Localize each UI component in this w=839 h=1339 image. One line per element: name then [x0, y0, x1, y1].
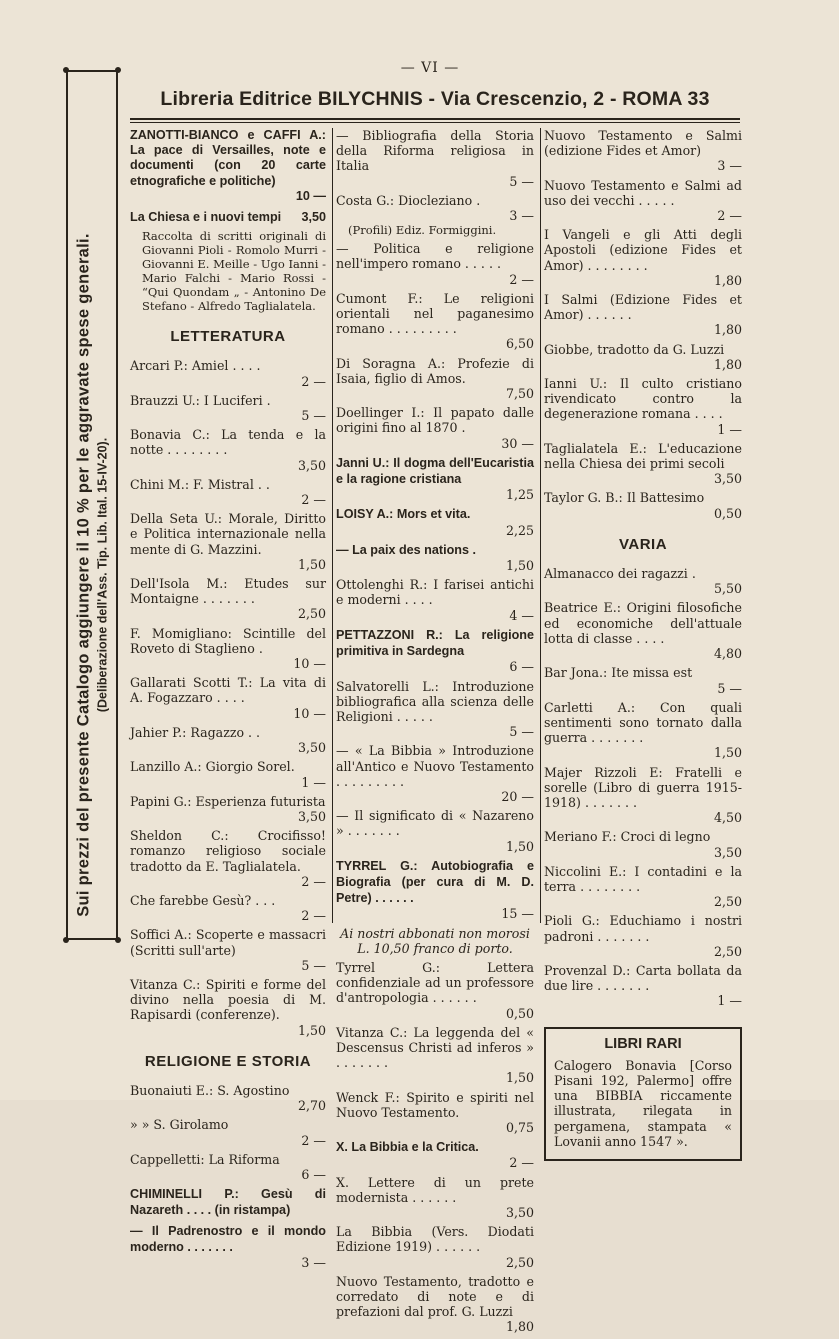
entry-text: I Salmi (Edizione Fides et Amor) . . . . . . — [544, 292, 742, 323]
list-item — [336, 241, 534, 287]
frame-line-right — [116, 70, 118, 940]
entry-price: 2,25 — [505, 522, 534, 538]
entry-text: Gallarati Scotti T.: La vita di A. Fogazzaro . . . . — [130, 675, 326, 706]
frame-dot — [115, 937, 121, 943]
entry-price: 3,50 — [297, 808, 326, 824]
column-2 — [336, 128, 534, 1339]
entry-price: 2,50 — [713, 894, 742, 910]
entry-text: Di Soragna A.: Profezie di Isaia, figlio di Amos. — [336, 355, 534, 386]
entry-text: Della Seta U.: Morale, Diritto e Politica internazionale nella mente di G. Mazzini. — [130, 511, 326, 557]
frame-cap-bottom — [66, 938, 118, 940]
entry-price: 7,50 — [505, 386, 534, 402]
entry-price: 3,50 — [297, 457, 326, 473]
list-item — [336, 627, 534, 675]
list-item — [130, 576, 326, 622]
list-item — [130, 794, 326, 824]
list-item — [336, 1175, 534, 1221]
frame-dot — [63, 67, 69, 73]
entry-price: 1,50 — [297, 1022, 326, 1038]
entry-text: Doellinger I.: Il papato dalle origini fino al 1870 . — [336, 405, 534, 436]
list-item — [336, 128, 534, 189]
entry-text: CHIMINELLI P.: Gesù di Nazareth . . . . (in ristampa) — [130, 1187, 326, 1218]
list-item — [130, 675, 326, 721]
list-item — [130, 427, 326, 473]
list-item — [544, 963, 742, 1009]
entry-price: 30 — — [501, 435, 534, 451]
list-item: La Chiesa e i nuovi tempi 3,50 — [130, 210, 326, 225]
entry-price: 2 — — [509, 1155, 534, 1171]
list-item — [130, 1186, 326, 1218]
entry-price: 3 — — [509, 208, 534, 224]
list-item — [130, 626, 326, 672]
entry-text: Chini M.: F. Mistral . . — [130, 476, 270, 492]
list-item — [544, 178, 742, 224]
entry-text: Che farebbe Gesù? . . . — [130, 892, 276, 908]
entry-price: 5 — — [301, 408, 326, 424]
list-item — [336, 808, 534, 854]
entry-price: 1,80 — [713, 356, 742, 372]
list-item — [336, 1139, 534, 1170]
list-item — [544, 765, 742, 826]
entry-text: Ianni U.: Il culto cristiano rivendicato contro la degenerazione romana . . . . — [544, 376, 742, 422]
entry-price: 4,80 — [713, 646, 742, 662]
catalog-columns — [130, 128, 742, 1335]
side-banner-text — [75, 233, 110, 917]
list-item — [130, 511, 326, 572]
side-banner-sub: (Deliberazione dell'Ass. Tip. Lib. Ital. 15-IV-20). — [95, 437, 110, 713]
entry-price: 4 — — [509, 607, 534, 623]
entry-price: 3,50 — [505, 1205, 534, 1220]
frame-dot — [63, 937, 69, 943]
list-item — [544, 700, 742, 761]
entry-text: Cumont F.: Le religioni orientali nel paganesimo romano . . . . . . . . . — [336, 290, 534, 337]
entry-text: Nuovo Testamento e Salmi (edizione Fides et Amor) — [544, 128, 742, 159]
entry-price: 5 — — [509, 173, 534, 189]
entry-price: 1,80 — [713, 322, 742, 338]
entry-price: 2,70 — [297, 1098, 326, 1114]
entry-price: 5,50 — [713, 581, 742, 597]
list-item — [544, 441, 742, 487]
entry-price: 3,50 — [713, 471, 742, 487]
religione-list — [130, 1083, 326, 1270]
list-item — [336, 926, 534, 956]
box-body: Calogero Bonavia [Corso Pisani 192, Palermo] offre una BIBBIA riccamente illustrata, rilegata in pergamena, stampata « Lovanii anno 1547 ». — [554, 1057, 732, 1149]
list-item — [336, 193, 534, 237]
entry-text: Tyrrel G.: Lettera confidenziale ad un professore d'antropologia . . . . . . — [336, 959, 534, 1006]
entry-price: 1,80 — [713, 272, 742, 288]
list-item — [336, 455, 534, 503]
entry-text: Salvatorelli L.: Introduzione bibliografica alla scienza delle Religioni . . . . . — [336, 678, 534, 724]
list-item — [336, 743, 534, 804]
entry-text: Brauzzi U.: I Luciferi . — [130, 392, 271, 408]
list-item: ZANOTTI-BIANCO e CAFFI A.: La pace di Versailles, note e documenti (con 20 carte etnografiche e politiche) 10 — — [130, 128, 326, 203]
entry-price: 10 — — [293, 705, 326, 721]
section-heading-varia: VARIA — [618, 535, 668, 553]
list-item — [130, 393, 326, 423]
entry-text: Cappelletti: La Riforma — [130, 1151, 280, 1167]
list-item — [130, 893, 326, 923]
list-item — [130, 1083, 326, 1113]
entry-text: Bonavia C.: La tenda e la notte . . . . . . . . — [130, 427, 326, 458]
libri-rari-box — [544, 1027, 742, 1161]
header-rule-thin — [130, 122, 740, 123]
entry-text: — La paix des nations . — [336, 542, 476, 557]
entry-price: 10 — — [293, 656, 326, 672]
entry-text: Papini G.: Esperienza futurista — [130, 793, 326, 809]
list-item — [336, 960, 534, 1021]
list-item — [130, 1223, 326, 1271]
entry-text: Costa G.: Diocleziano . — [336, 192, 481, 208]
section-heading-letteratura: LETTERATURA — [170, 328, 286, 346]
entry-price: 1,50 — [505, 838, 534, 854]
entry-price: 1 — — [301, 774, 326, 790]
list-item — [336, 356, 534, 402]
list-item — [336, 291, 534, 352]
letteratura-list — [130, 358, 326, 1037]
entry-price: 1 — — [717, 421, 742, 437]
entry-text: Sheldon C.: Crocifisso! romanzo religioso sociale tradotto da E. Taglialatela. — [130, 828, 326, 874]
entry-price: 2 — — [301, 1132, 326, 1148]
entry-price: 20 — — [501, 788, 534, 804]
entry-text: » » S. Girolamo — [130, 1117, 229, 1133]
entry-price: 2,50 — [505, 1254, 534, 1270]
column-divider — [540, 128, 541, 923]
entry-price: 4,50 — [713, 810, 742, 826]
entry-price: 1,25 — [505, 487, 534, 503]
entry-text: Provenzal D.: Carta bollata da due lire . . . . . . . — [544, 962, 742, 994]
entry-text: Carletti A.: Con quali sentimenti sono tornato dalla guerra . . . . . . . — [544, 699, 742, 746]
entry-text: Nuovo Testamento, tradotto e corredato di note e di prefazioni dal prof. G. Luzzi — [336, 1273, 534, 1320]
frame-dot — [115, 67, 121, 73]
list-item — [336, 1025, 534, 1086]
entry-text: Wenck F.: Spirito e spiriti nel Nuovo Testamento. — [336, 1089, 534, 1120]
list-item — [130, 1117, 326, 1147]
frame-line-left — [66, 70, 68, 940]
entry-price: 6 — — [301, 1166, 326, 1182]
entry-text: TYRREL G.: Autobiografia e Biografia (per cura di M. D. Petre) . . . . . . — [336, 858, 534, 906]
side-banner-main: Sui prezzi del presente Catalogo aggiungere il 10 % per le aggravate spese generali. — [74, 233, 93, 917]
column-divider — [332, 128, 333, 923]
list-item — [544, 665, 742, 695]
column-2-list — [336, 128, 534, 1335]
list-item — [130, 358, 326, 388]
entry-text: Meriano F.: Croci di legno — [544, 829, 711, 845]
entry-text: Bar Jona.: Ite missa est — [544, 665, 693, 681]
section-heading-religione: RELIGIONE E STORIA — [144, 1052, 312, 1070]
list-item — [130, 1152, 326, 1182]
column-3 — [544, 128, 742, 1161]
book-description: Raccolta di scritti originali di Giovanni Pioli - Romolo Murri - Giovanni E. Meille - Ugo Ianni - Mario Falchi - Mario Rossi - “Qui Quondam „ - Antonino De Stefano - Alfredo Taglialatela. — [142, 229, 326, 314]
entry-price: 2 — — [301, 373, 326, 389]
entry-text: Ai nostri abbonati non morosi L. 10,50 franco di porto. — [340, 925, 530, 956]
page-number: — VI — — [400, 60, 460, 76]
entry-text: Vitanza C.: Spiriti e forme del divino nella poesia di M. Rapisardi (conferenze). — [130, 976, 326, 1023]
entry-text: Buonaiuti E.: S. Agostino — [130, 1082, 290, 1098]
entry-price: 6,50 — [505, 336, 534, 352]
entry-text: Vitanza C.: La leggenda del « Descensus Christi ad inferos » . . . . . . . — [336, 1024, 534, 1071]
list-item — [336, 577, 534, 623]
entry-text: La Bibbia (Vers. Diodati Edizione 1919) . . . . . . — [336, 1224, 534, 1255]
entry-text: LOISY A.: Mors et vita. — [336, 507, 471, 522]
column-3-list — [544, 128, 742, 521]
entry-price: 3,50 — [713, 844, 742, 860]
entry-text: Beatrice E.: Origini filosofiche ed economiche dell'attuale lotta di classe . . . . — [544, 600, 742, 646]
entry-price: 2 — — [301, 908, 326, 924]
entry-text: — Il significato di « Nazareno » . . . . . . . — [336, 808, 534, 839]
entry-price: 2 — — [301, 492, 326, 508]
entry-text: — « La Bibbia » Introduzione all'Antico e Nuovo Testamento . . . . . . . . . — [336, 743, 534, 789]
entry-text: Pioli G.: Educhiamo i nostri padroni . . . . . . . — [544, 913, 742, 944]
entry-text: Arcari P.: Amiel . . . . — [130, 358, 261, 374]
entry-price: 0,50 — [505, 1005, 534, 1021]
entry-text: Ottolenghi R.: I farisei antichi e moderni . . . . — [336, 577, 534, 608]
entry-text: X. La Bibbia e la Critica. — [336, 1140, 479, 1155]
entry-price: 1,80 — [505, 1319, 534, 1335]
column-1 — [130, 128, 326, 1274]
list-item — [130, 759, 326, 789]
entry-text: X. Lettere di un prete modernista . . . . . . — [336, 1174, 534, 1205]
list-item — [336, 405, 534, 451]
list-item — [544, 128, 742, 174]
list-item — [130, 927, 326, 973]
varia-list — [544, 566, 742, 1008]
entry-text: Niccolini E.: I contadini e la terra . . . . . . . . — [544, 863, 742, 894]
entry-text: Dell'Isola M.: Etudes sur Montaigne . . . . . . . — [130, 576, 326, 607]
box-title: LIBRI RARI — [604, 1035, 682, 1052]
entry-price: 2 — — [301, 873, 326, 889]
entry-price: 1,50 — [505, 1070, 534, 1086]
entry-price: 0,50 — [713, 505, 742, 521]
entry-text: — Il Padrenostro e il mondo moderno . . . . . . . — [130, 1223, 326, 1254]
frame-cap-top — [66, 70, 118, 72]
entry-price: 2,50 — [297, 606, 326, 622]
entry-text: Taglialatela E.: L'educazione nella Chiesa dei primi secoli — [544, 440, 742, 472]
entry-price: 2 — — [717, 208, 742, 224]
entry-text: Janni U.: Il dogma dell'Eucaristia e la ragione cristiana — [336, 455, 534, 487]
page-header: Libreria Editrice BILYCHNIS - Via Crescenzio, 2 - ROMA 33 — [160, 88, 710, 110]
entry-price: 5 — — [509, 724, 534, 740]
list-item — [130, 828, 326, 889]
list-item — [336, 1224, 534, 1270]
entry-price: 3 — — [301, 1254, 326, 1270]
list-item — [336, 679, 534, 740]
list-item — [336, 1090, 534, 1136]
entry-price: 5 — — [717, 680, 742, 696]
entry-text: I Vangeli e gli Atti degli Apostoli (edizione Fides et Amor) . . . . . . . . — [544, 227, 742, 273]
list-item — [336, 542, 534, 573]
list-item — [544, 913, 742, 959]
list-item — [544, 292, 742, 338]
entry-text: Taylor G. B.: Il Battesimo — [544, 490, 705, 506]
entry-price: 2 — — [509, 271, 534, 287]
entry-text: F. Momigliano: Scintille del Roveto di Staglieno . — [130, 625, 326, 656]
side-banner-frame — [66, 70, 118, 940]
entry-price: 1 — — [717, 993, 742, 1009]
list-item — [336, 506, 534, 537]
header-rule — [130, 118, 740, 120]
entry-text: Soffici A.: Scoperte e massacri (Scritti sull'arte) — [130, 927, 326, 958]
list-item — [544, 342, 742, 372]
entry-price: 3,50 — [297, 740, 326, 756]
entry-price: 2,50 — [713, 943, 742, 959]
entry-text: — Bibliografia della Storia della Riforma religiosa in Italia — [336, 128, 534, 174]
list-item — [544, 566, 742, 596]
entry-text: Nuovo Testamento e Salmi ad uso dei vecchi . . . . . — [544, 177, 742, 208]
entry-price: 1,50 — [713, 745, 742, 761]
entry-price: 5 — — [301, 957, 326, 973]
entry-text: Almanacco dei ragazzi . — [544, 566, 696, 582]
entry-text: Majer Rizzoli E: Fratelli e sorelle (Libro di guerra 1915-1918) . . . . . . . — [544, 764, 742, 810]
entry-price: 6 — — [509, 659, 534, 675]
entry-text: — Politica e religione nell'impero romano . . . . . — [336, 241, 534, 272]
list-item — [130, 477, 326, 507]
list-item — [544, 376, 742, 437]
list-item — [130, 725, 326, 755]
entry-price: 0,75 — [505, 1119, 534, 1135]
entry-price: 3 — — [717, 158, 742, 174]
list-item — [336, 1274, 534, 1335]
list-item — [130, 977, 326, 1038]
list-item — [544, 490, 742, 520]
entry-text: Giobbe, tradotto da G. Luzzi — [544, 341, 725, 357]
list-item — [544, 227, 742, 288]
entry-text: Jahier P.: Ragazzo . . — [130, 724, 261, 740]
entry-text: PETTAZZONI R.: La religione primitiva in Sardegna — [336, 627, 534, 659]
entry-price: 1,50 — [505, 558, 534, 574]
entry-note: (Profili) Ediz. Formiggini. — [348, 223, 497, 238]
list-item — [544, 829, 742, 859]
list-item — [336, 858, 534, 922]
list-item — [544, 864, 742, 910]
list-item — [544, 600, 742, 661]
entry-text: Lanzillo A.: Giorgio Sorel. — [130, 759, 295, 775]
entry-price: 1,50 — [297, 556, 326, 572]
entry-price: 15 — — [501, 906, 534, 922]
